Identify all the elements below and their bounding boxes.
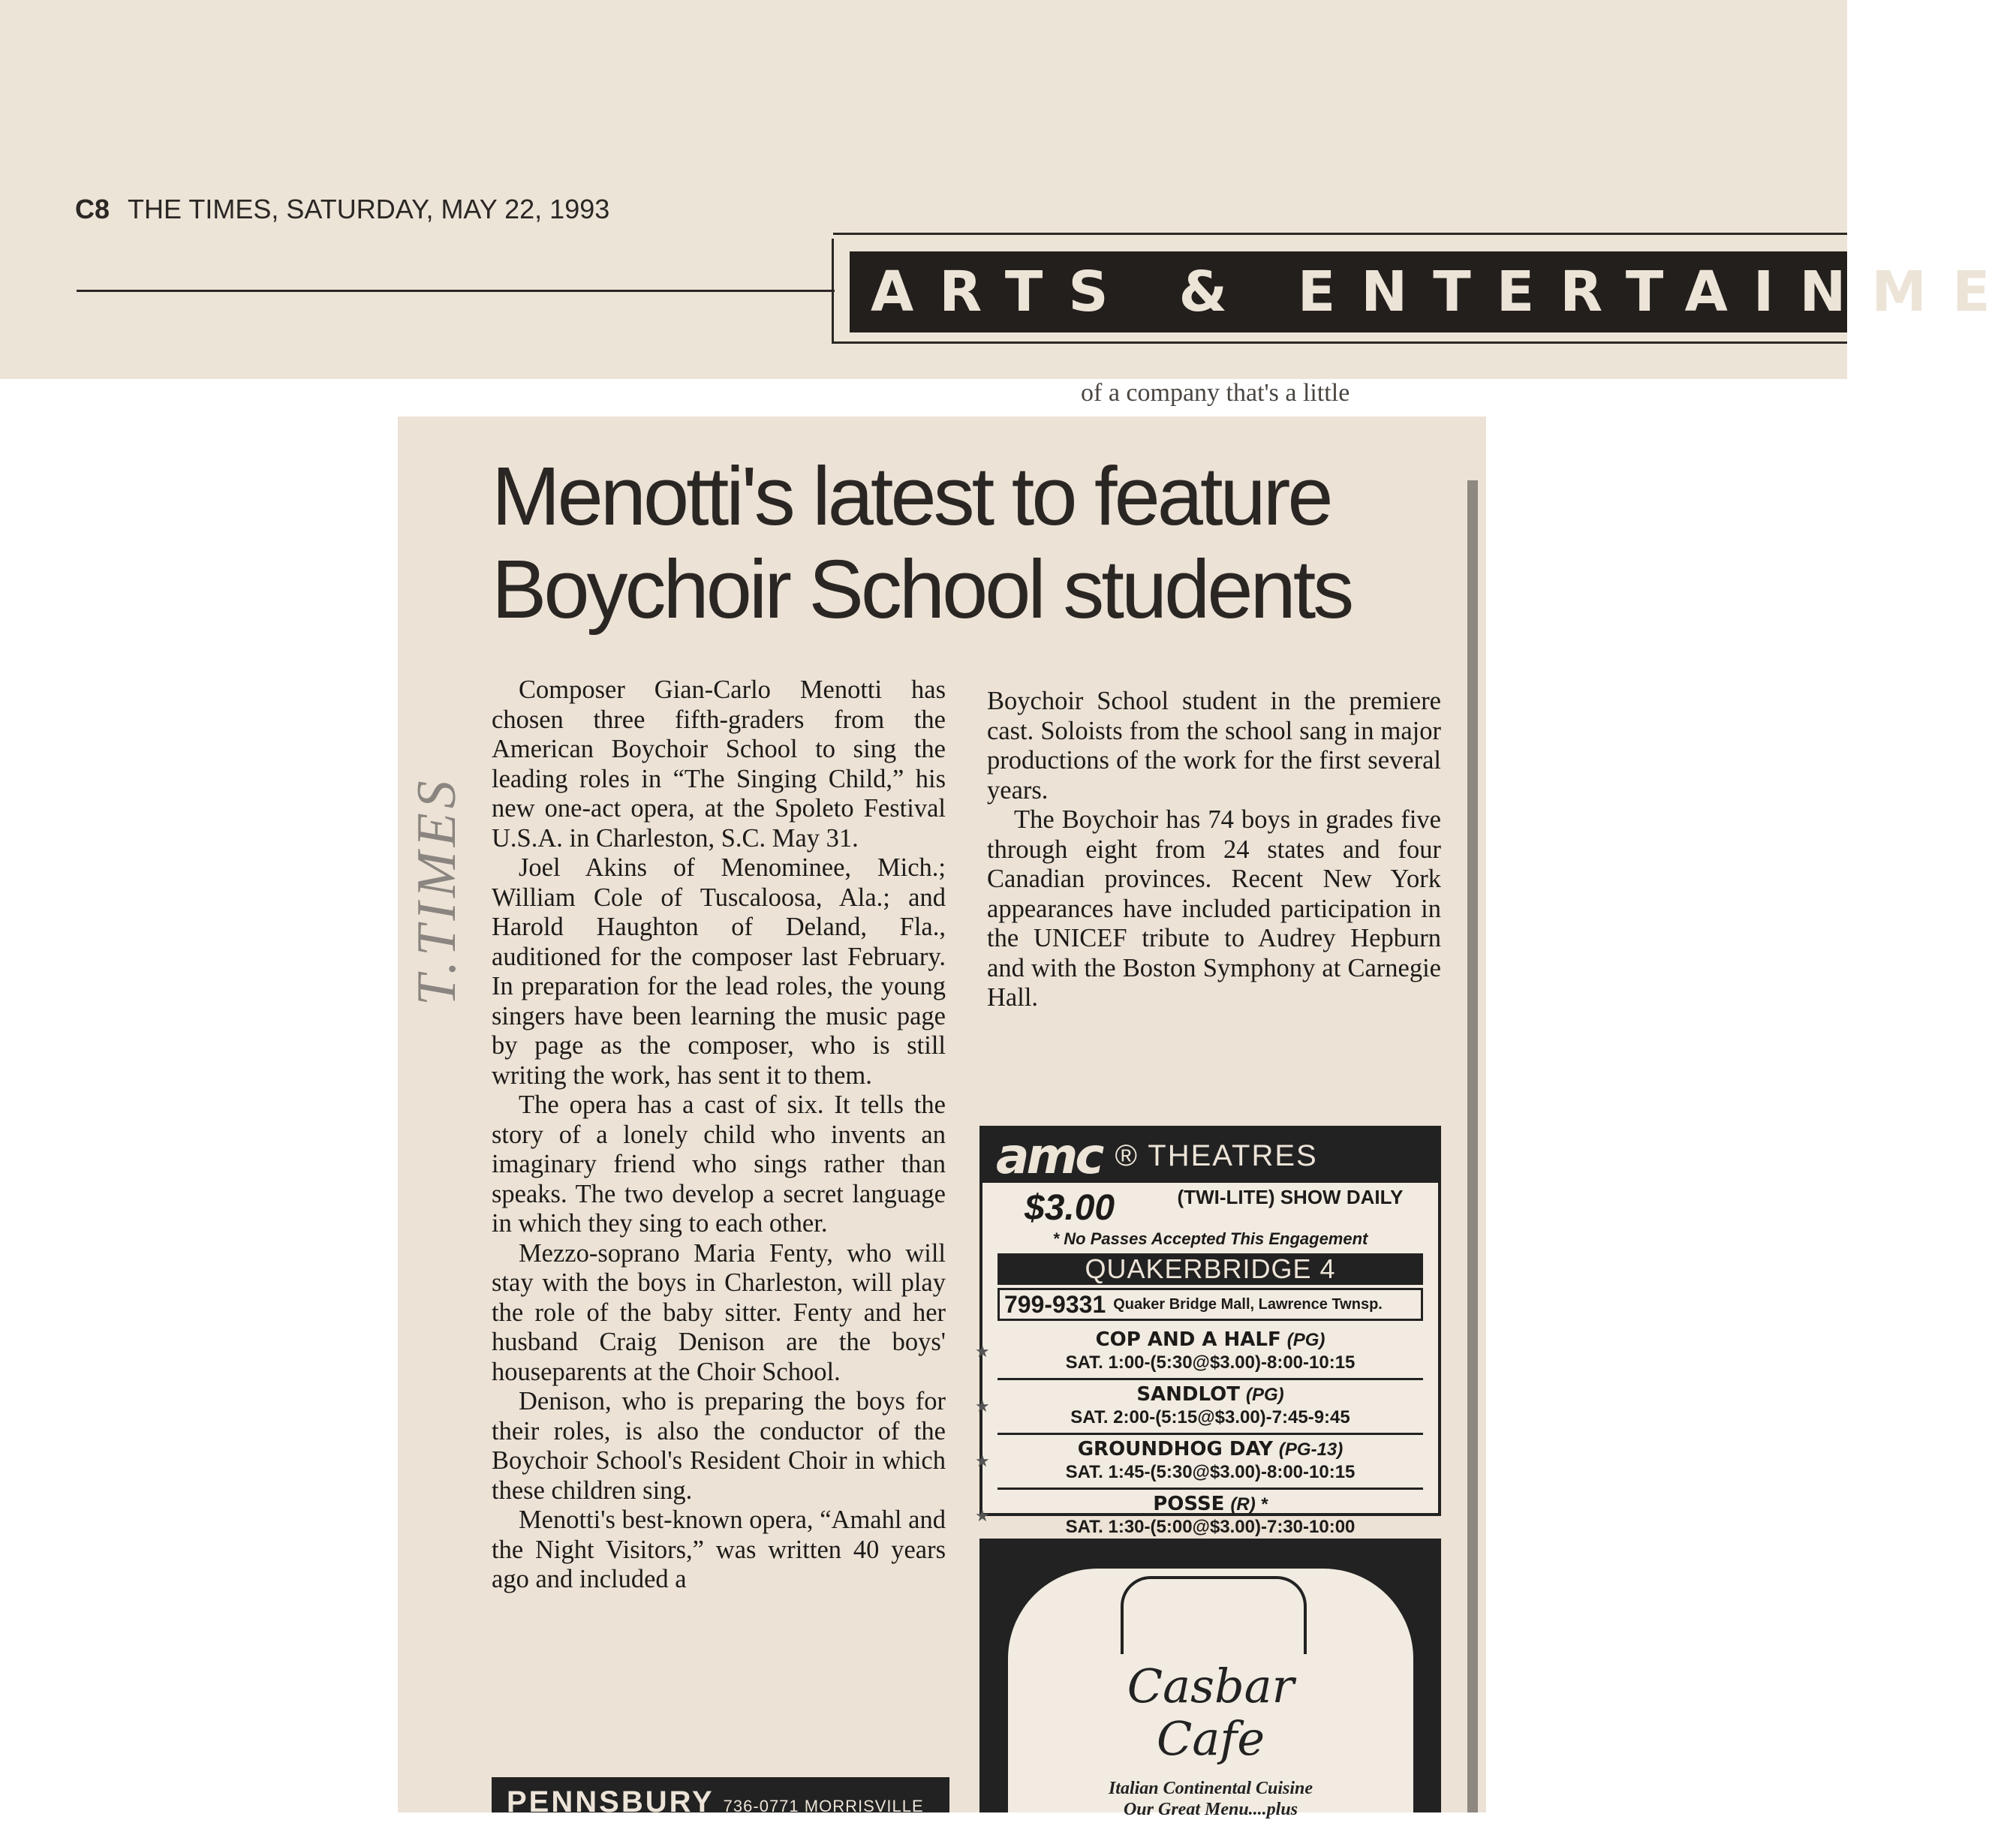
movie-title: SANDLOT [1136,1383,1240,1406]
paragraph: Mezzo-soprano Maria Fenty, who will stay with the boys in Charleston, will play the role of the baby sitter. Fenty and her husband Craig Denison are the boys' houseparents at the Choir School. [492,1238,946,1386]
movie-title-line [997,1490,1423,1515]
clipping-edge-shadow [1467,480,1478,1812]
amc-logo: amc [996,1127,1102,1185]
paragraph: The Boychoir has 74 boys in grades five through eight from 24 states and four Canadian provinces. Recent New York appearances have included participation in the UNICEF tribute to Audrey Hepburn and with the Boston Symphony at Carnegie Hall. [987,805,1441,1012]
movie-rating: (PG-13) [1278,1439,1343,1460]
paragraph: Joel Akins of Menominee, Mich.; William Cole of Tuscaloosa, Ala.; and Harold Haughton of Deland, Fla., auditioned for the composer last February. In preparation for the lead roles, the young singers have been learning the music page by page as the composer, who is still writing the work, has sent it to them. [492,853,946,1090]
price-row [982,1183,1438,1229]
amc-theatres-label: ® THEATRES [1115,1139,1318,1172]
star-icon: ★ [975,1397,990,1415]
no-passes-note: * No Passes Accepted This Engagement [1052,1229,1368,1248]
movie-listing [975,1435,1423,1490]
paragraph: Denison, who is preparing the boys for their roles, is also the conductor of the Boychoir School's Resident Choir in which these children sing. [492,1387,946,1505]
pennsbury-name: PENNSBURY [507,1785,715,1818]
section-title: ARTS & ENTERTAINME [871,260,2016,324]
page-number: C8 [75,194,110,224]
clipping-cut-text: of a company that's a little [1081,379,1350,407]
theatre-contact [997,1288,1423,1321]
pennsbury-phone-location: 736-0771 MORRISVILLE [723,1797,924,1815]
movie-rating: (PG) [1286,1330,1325,1350]
movie-listing [975,1380,1423,1435]
section-top-rule [833,233,1847,235]
pennsbury-ad [492,1777,949,1818]
movie-rating: (PG) [1246,1385,1284,1405]
twilite-label: (TWI-LITE) SHOW DAILY [1177,1186,1404,1208]
movie-showtimes: SAT. 1:00-(5:30@$3.00)-8:00-10:15 [1065,1352,1356,1373]
amc-header [982,1129,1438,1183]
movie-rating: (R) * [1230,1494,1268,1515]
movie-listing [975,1490,1423,1542]
page-folio [75,194,609,225]
casbar-name-line-1: Casbar [1127,1659,1295,1713]
movie-title-line [997,1325,1423,1351]
section-banner [850,251,2016,332]
movie-showtimes: SAT. 1:45-(5:30@$3.00)-8:00-10:15 [1065,1462,1356,1482]
casbar-cuisine: Italian Continental Cuisine [1108,1779,1313,1798]
paragraph-continuation: Boychoir School student in the premiere cast. Soloists from the school sang in major productions of the work for the first several years. [987,687,1441,805]
star-icon: ★ [975,1451,990,1470]
star-icon: ★ [975,1506,990,1525]
article-column-2 [987,687,1441,1013]
movie-title: COP AND A HALF [1095,1328,1281,1351]
movie-listing [975,1325,1423,1380]
casbar-arch-panel [1008,1569,1413,1819]
paragraph: The opera has a cast of six. It tells the story of a lonely child who invents an imaginary friend who sings rather than speaks. The two develop a secret language in which they sing to each other. [492,1090,946,1238]
theatre-name: QUAKERBRIDGE 4 [997,1253,1423,1285]
paragraph: Menotti's best-known opera, “Amahl and the Night Visitors,” was written 40 years ago and included a [492,1506,946,1593]
article-column-1 [492,675,946,1595]
theatre-phone: 799-9331 [1004,1290,1106,1318]
theatre-address: Quaker Bridge Mall, Lawrence Twnsp. [1113,1295,1383,1313]
headline-line-2: Boychoir School students [492,543,1352,636]
casbar-menu-line: Our Great Menu....plus [1123,1800,1298,1819]
movie-title: GROUNDHOG DAY [1077,1438,1273,1460]
movie-title: POSSE [1153,1493,1225,1515]
handwritten-note: T.TIMES [406,776,468,1006]
article-headline [492,450,1452,636]
amc-theatres-ad [975,1126,1441,1537]
paragraph: Composer Gian-Carlo Menotti has chosen three fifth-graders from the American Boychoir School to sing the leading roles in “The Singing Child,” his new one-act opera, at the Spoleto Festival U.S.A. in Charleston, S.C. May 31. [492,675,946,853]
movie-showtimes: SAT. 1:30-(5:00@$3.00)-7:30-10:00 [1065,1517,1356,1537]
star-icon: ★ [975,1342,990,1361]
folio-rule [77,290,835,292]
twilite-price: $3.00 [1025,1188,1115,1228]
movie-title-line [997,1435,1423,1460]
casbar-name-line-2: Cafe [1156,1711,1265,1766]
dateline: THE TIMES, SATURDAY, MAY 22, 1993 [128,194,610,224]
headline-line-1: Menotti's latest to feature [492,450,1331,543]
movie-title-line [997,1380,1423,1406]
arch-ornament-icon [1121,1576,1307,1654]
casbar-cafe-ad [979,1539,1441,1819]
movie-showtimes: SAT. 2:00-(5:15@$3.00)-7:45-9:45 [1070,1407,1350,1427]
